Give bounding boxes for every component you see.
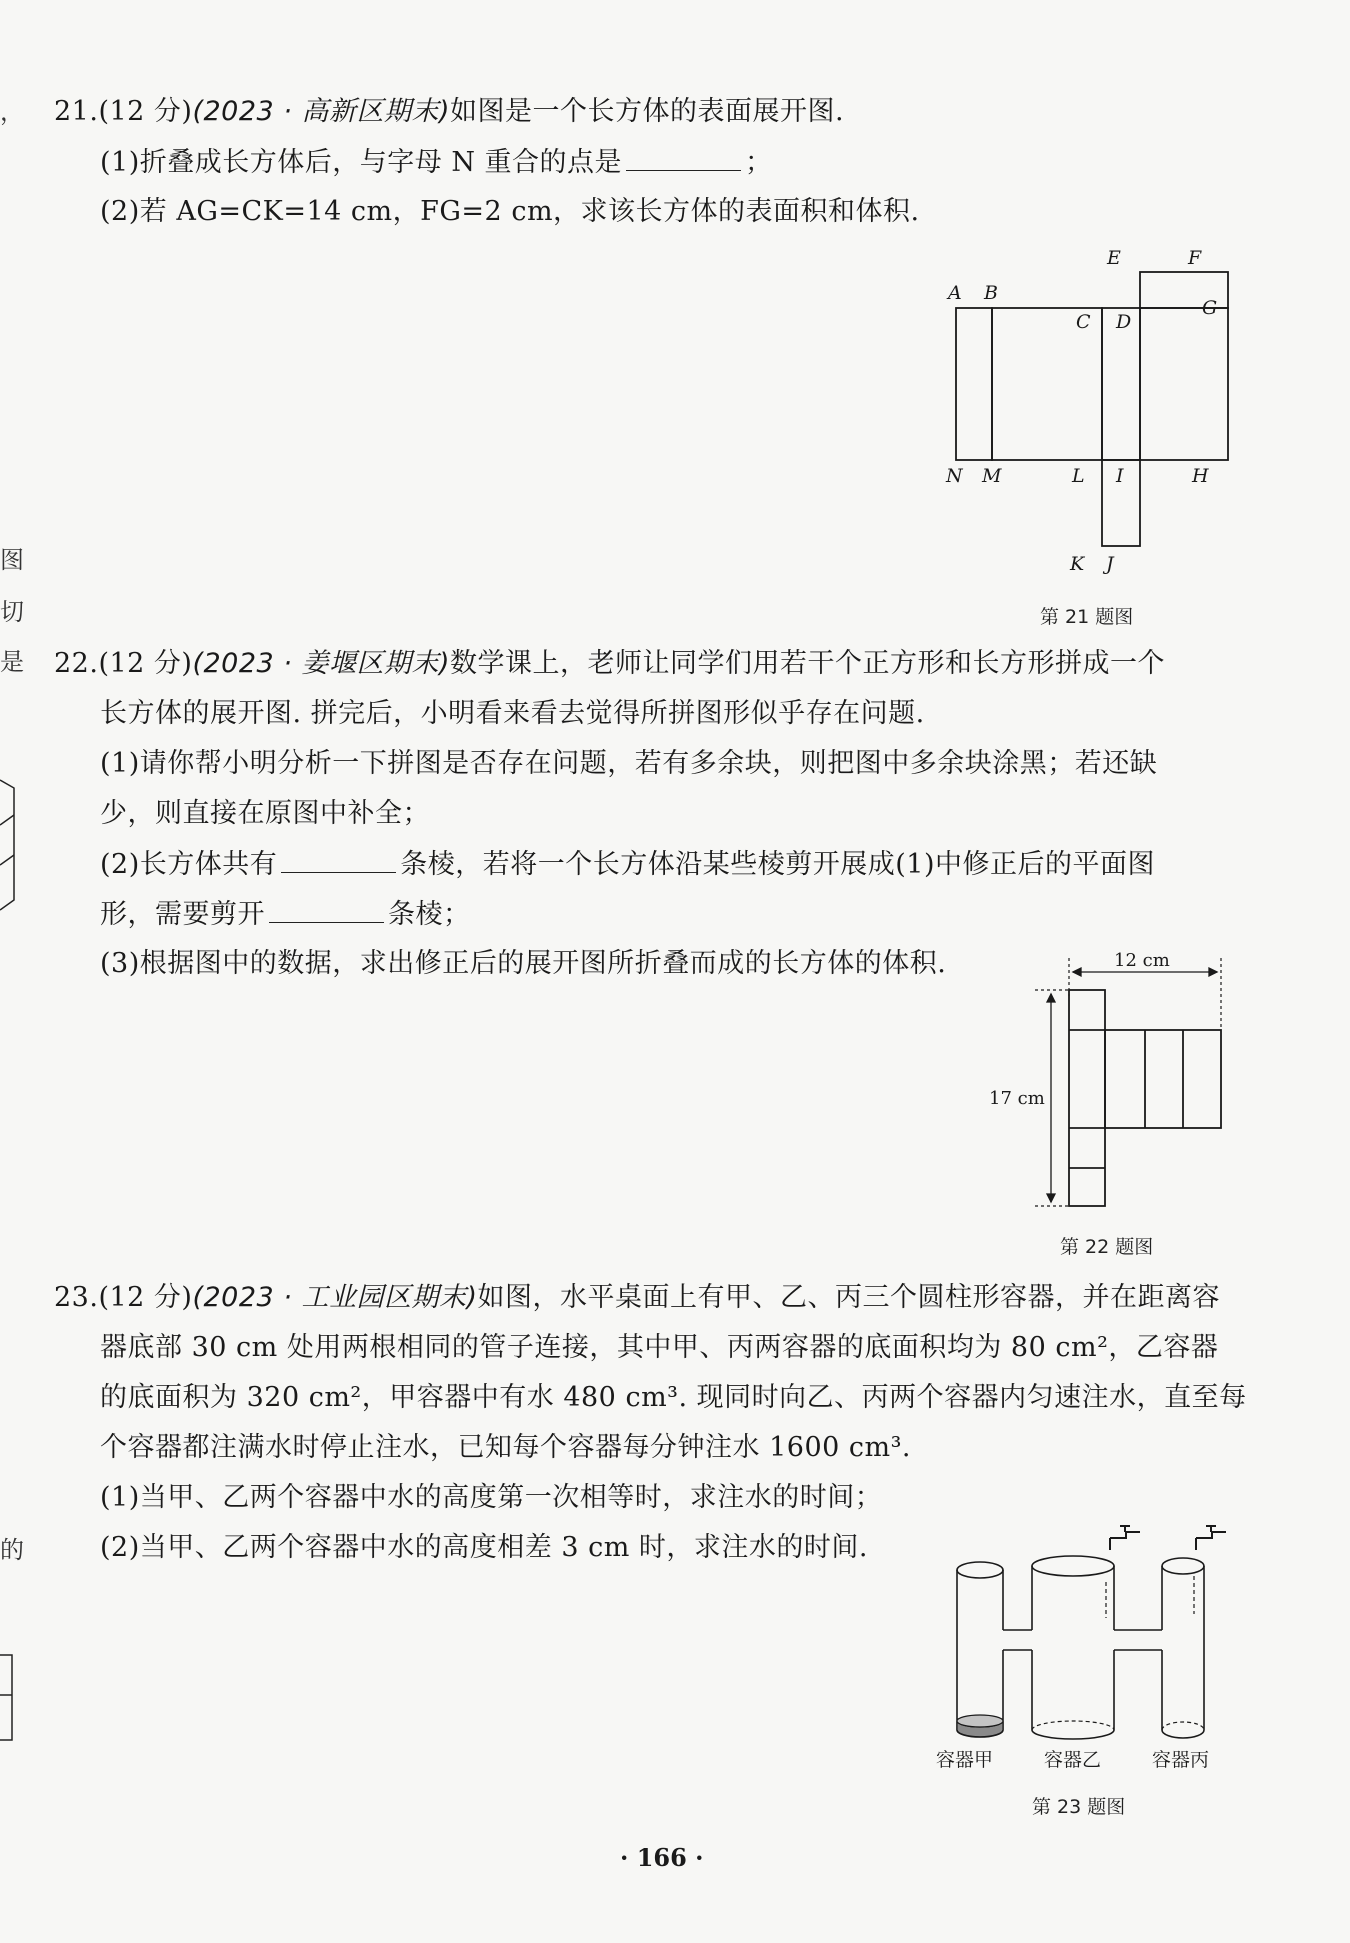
q21-stem-text: 如图是一个长方体的表面展开图.	[450, 96, 845, 127]
q22-part1-line2: 少，则直接在原图中补全；	[100, 798, 430, 829]
q21-label-b: B	[984, 282, 998, 304]
q23-stem-text: 如图，水平桌面上有甲、乙、丙三个圆柱形容器，并在距离容	[477, 1282, 1220, 1313]
q21-label-c: C	[1076, 311, 1091, 333]
q21-part1-text: (1)折叠成长方体后，与字母 N 重合的点是	[100, 147, 623, 178]
q22-stem-text: 数学课上，老师让同学们用若干个正方形和长方形拼成一个	[450, 648, 1165, 679]
q21-label-k: K	[1070, 553, 1085, 575]
q21-label-f: F	[1188, 247, 1202, 269]
q22-number: 22.	[54, 648, 99, 679]
q21-figure	[930, 240, 1230, 580]
q22-part2-line2	[100, 896, 471, 933]
q22-part2-b: 条棱，若将一个长方体沿某些棱剪开展成(1)中修正后的平面图	[400, 849, 1155, 880]
q21-label-i: I	[1116, 465, 1124, 487]
q22-height-label: 17 cm	[989, 1088, 1045, 1109]
q21-stem	[54, 94, 844, 130]
q22-stem-line1	[54, 646, 1165, 682]
q23-stem-line2: 器底部 30 cm 处用两根相同的管子连接，其中甲、丙两容器的底面积均为 80 cm²，乙容器	[100, 1332, 1219, 1363]
page-number: · 166 ·	[620, 1843, 704, 1872]
q23-number: 23.	[54, 1282, 99, 1313]
q21-label-n: N	[946, 465, 963, 487]
q21-part1-blank[interactable]	[626, 144, 741, 171]
q21-number: 21.	[54, 96, 99, 127]
q21-part2: (2)若 AG=CK=14 cm，FG=2 cm，求该长方体的表面积和体积.	[100, 196, 920, 227]
q21-score: (12 分)	[98, 96, 193, 127]
q22-part3: (3)根据图中的数据，求出修正后的展开图所折叠而成的长方体的体积.	[100, 948, 947, 979]
q21-label-h: H	[1192, 465, 1209, 487]
q23-figure	[930, 1518, 1240, 1778]
q21-label-j: J	[1106, 553, 1114, 575]
q21-label-a: A	[948, 282, 962, 304]
edge-fragment-2: 图	[0, 546, 24, 574]
q22-part1-line1: (1)请你帮小明分析一下拼图是否存在问题，若有多余块，则把图中多余块涂黑；若还缺	[100, 748, 1158, 779]
q21-part1	[100, 144, 773, 181]
q22-part2-line1	[100, 846, 1155, 883]
q21-label-e: E	[1107, 247, 1121, 269]
q22-caption: 第 22 题图	[1060, 1236, 1154, 1258]
q21-label-g: G	[1202, 297, 1218, 319]
q23-stem-line1	[54, 1280, 1220, 1316]
container-yi-label: 容器乙	[1044, 1749, 1102, 1771]
edge-fragment-3: 切	[0, 598, 24, 626]
q21-label-m: M	[982, 465, 1002, 487]
q22-width-label: 12 cm	[1114, 950, 1170, 971]
q22-stem-line2: 长方体的展开图. 拼完后，小明看来看去觉得所拼图形似乎存在问题.	[100, 698, 925, 729]
q22-cut-blank[interactable]	[269, 896, 384, 923]
q22-score: (12 分)	[98, 648, 193, 679]
q21-part1-end: ；	[745, 147, 773, 178]
edge-fragment-1: ，	[0, 98, 24, 126]
q23-part1: (1)当甲、乙两个容器中水的高度第一次相等时，求注水的时间；	[100, 1482, 883, 1513]
q21-caption: 第 21 题图	[1040, 606, 1134, 628]
container-bing-label: 容器丙	[1152, 1749, 1210, 1771]
q21-source: (2023 · 高新区期末)	[192, 96, 450, 127]
edge-shape-fragments	[0, 770, 20, 1750]
q23-stem-line3: 的底面积为 320 cm²，甲容器中有水 480 cm³. 现同时向乙、丙两个容器内匀速注水，直至每	[100, 1382, 1247, 1413]
q21-label-d: D	[1116, 311, 1132, 333]
q22-figure	[985, 948, 1235, 1218]
q22-part2-c: 形，需要剪开	[100, 899, 265, 930]
q21-label-l: L	[1072, 465, 1085, 487]
q23-caption: 第 23 题图	[1032, 1796, 1126, 1818]
q22-part2-d: 条棱；	[388, 899, 471, 930]
q22-part2-a: (2)长方体共有	[100, 849, 278, 880]
edge-fragment-5: 的	[0, 1536, 24, 1564]
q22-edges-blank[interactable]	[281, 846, 396, 873]
edge-fragment-4: 是	[0, 648, 24, 676]
q23-source: (2023 · 工业园区期末)	[192, 1282, 478, 1313]
q23-score: (12 分)	[98, 1282, 193, 1313]
container-jia-label: 容器甲	[936, 1749, 994, 1771]
q22-source: (2023 · 姜堰区期末)	[192, 648, 450, 679]
q23-part2: (2)当甲、乙两个容器中水的高度相差 3 cm 时，求注水的时间.	[100, 1532, 868, 1563]
q23-stem-line4: 个容器都注满水时停止注水，已知每个容器每分钟注水 1600 cm³.	[100, 1432, 912, 1463]
